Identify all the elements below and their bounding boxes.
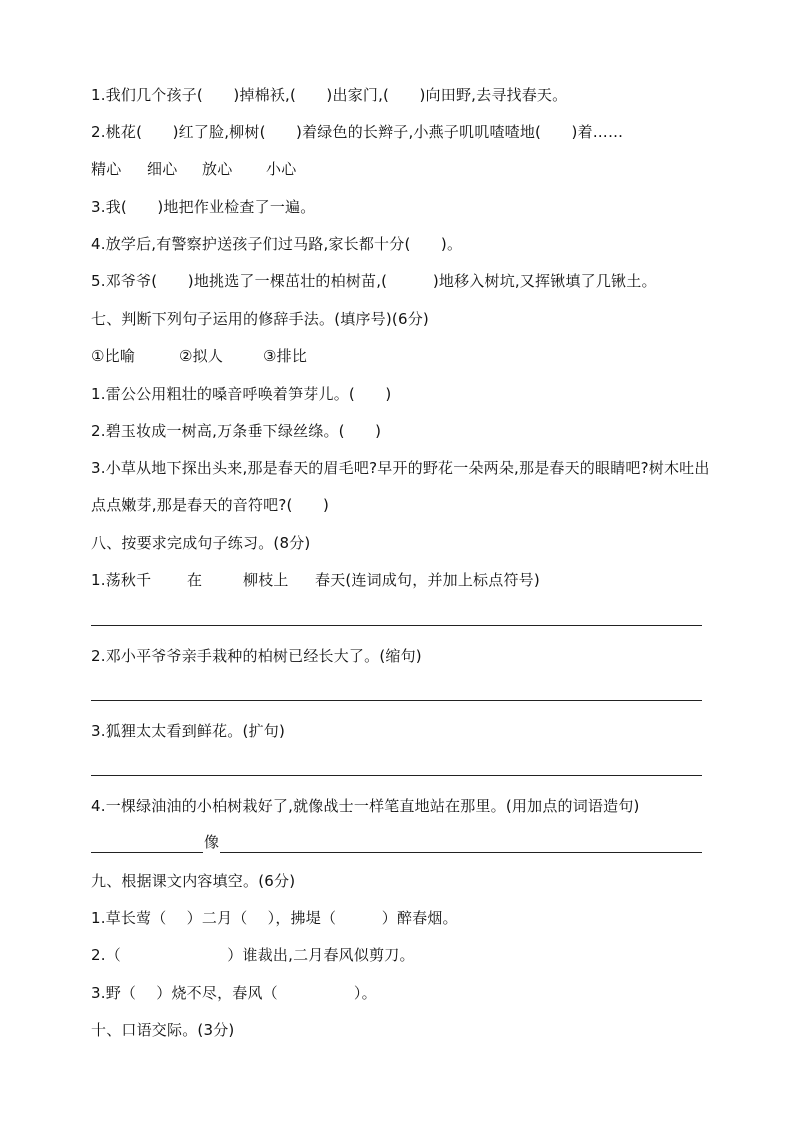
- word-option: 精心: [91, 160, 122, 178]
- answer-blank: [91, 831, 203, 853]
- word-option: 小心: [266, 160, 297, 178]
- answer-line: [91, 700, 702, 701]
- fill-item-5: 5.邓爷爷( )地挑选了一棵茁壮的柏树苗,( )地移入树坑,又挥锹填了几锹土。: [91, 272, 657, 290]
- rhetoric-item-2: 2.碧玉妆成一树高,万条垂下绿丝绦。( ): [91, 422, 382, 440]
- word-order-word: 柳枝上: [243, 571, 289, 589]
- word-options: [91, 158, 711, 180]
- word-order-word: 1.荡秋千: [91, 571, 152, 589]
- rhetoric-item-3: 3.小草从地下探出头来,那是春天的眉毛吧?早开的野花一朵两朵,那是春天的眼睛吧?树木吐出点点嫩芽,那是春天的音符吧?( ): [91, 459, 710, 514]
- section-9-heading: 九、根据课文内容填空。(6分): [91, 872, 296, 890]
- word-order-word: 在: [187, 571, 203, 589]
- word-order-word: 春天(连词成句，并加上标点符号): [315, 571, 540, 589]
- word-option: 细心: [147, 160, 178, 178]
- sentence-item-3: 3.狐狸太太看到鲜花。(扩句): [91, 722, 286, 740]
- rhetoric-options: [91, 345, 711, 367]
- section-10-heading: 十、口语交际。(3分): [91, 1021, 235, 1039]
- rhetoric-option: ③排比: [263, 347, 308, 365]
- poem-item-1: 1.草长莺（ ）二月（ ），拂堤（ ）醉春烟。: [91, 909, 458, 927]
- word-order-item: [91, 569, 711, 591]
- sentence-item-2: 2.邓小平爷爷亲手栽种的柏树已经长大了。(缩句): [91, 647, 422, 665]
- answer-line: [91, 775, 702, 776]
- poem-item-2: 2.（ ）谁裁出,二月春风似剪刀。: [91, 946, 415, 964]
- fill-item-4: 4.放学后,有警察护送孩子们过马路,家长都十分( )。: [91, 235, 463, 253]
- rhetoric-option: ②拟人: [179, 347, 224, 365]
- answer-line: [91, 625, 702, 626]
- rhetoric-option: ①比喻: [91, 347, 136, 365]
- given-word: 像: [204, 833, 220, 851]
- answer-blank: [220, 831, 702, 853]
- poem-item-3: 3.野（ ）烧不尽，春风（ ）。: [91, 984, 377, 1002]
- sentence-answer-row: [91, 831, 702, 853]
- section-7-heading: 七、判断下列句子运用的修辞手法。(填序号)(6分): [91, 310, 429, 328]
- fill-item-2: 2.桃花( )红了脸,柳树( )着绿色的长辫子,小燕子叽叽喳喳地( )着……: [91, 123, 624, 141]
- word-option: 放心: [202, 160, 233, 178]
- fill-item-3: 3.我( )地把作业检查了一遍。: [91, 198, 316, 216]
- section-8-heading: 八、按要求完成句子练习。(8分): [91, 534, 311, 552]
- rhetoric-item-1: 1.雷公公用粗壮的嗓音呼唤着笋芽儿。( ): [91, 385, 392, 403]
- sentence-item-4: 4.一棵绿油油的小柏树栽好了,就像战士一样笔直地站在那里。(用加点的词语造句): [91, 797, 640, 815]
- fill-item-1: 1.我们几个孩子( )掉棉袄,( )出家门,( )向田野,去寻找春天。: [91, 86, 568, 104]
